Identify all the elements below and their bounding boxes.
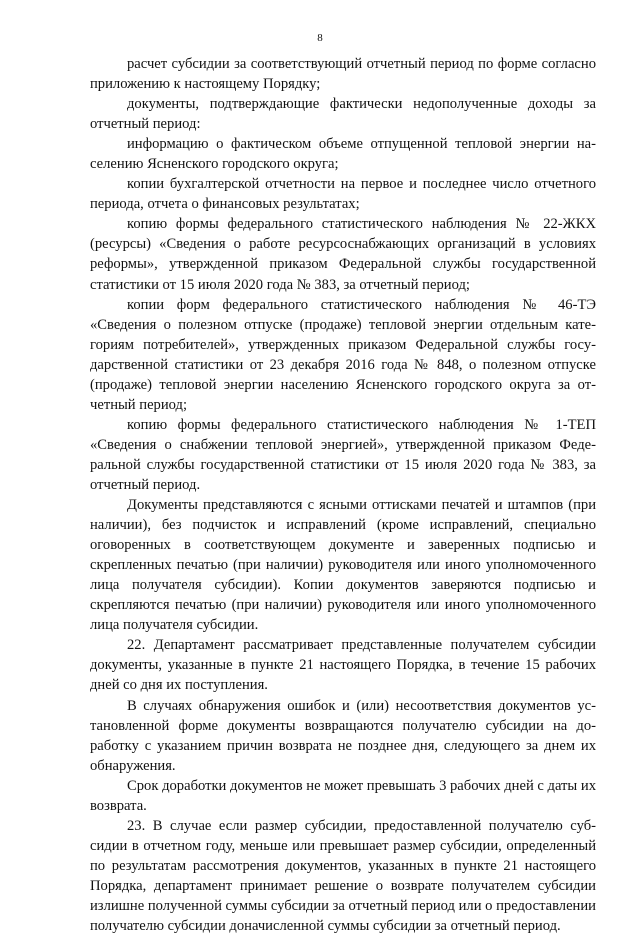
paragraph: документы, подтверждающие фактически недополученные доходы за отчетный период: — [90, 96, 596, 133]
paragraph: Срок доработки документов не может превышать 3 рабочих дней с даты их возврата. — [90, 777, 596, 814]
paragraph: В случаях обнаружения ошибок и (или) несоответствия документов установленной форме документы возвращаются получателю субсидии на доработку с указанием причин возврата не позднее дня, следующего за днем их обнаружения. — [90, 697, 596, 774]
paragraph: копии бухгалтерской отчетности на первое и последнее число отчетного периода, отчета о финансовых результатах; — [90, 176, 596, 213]
paragraph: 23. В случае если размер субсидии, предоставленной получателю субсидии в отчетном году, меньше или превышает размер субсидии, определенный по результатам рассмотрения документов, указанных в пункте 21 настоящего Порядка, департамент принимает решение о возврате получателем субсидии излишне полученной суммы субсидии за отчетный период или о предоставлении получателю субсидии доначисленной суммы субсидии за отчетный период. — [90, 817, 596, 935]
paragraph: Документы представляются с ясными оттисками печатей и штампов (при наличии), без подчисток и исправлений (кроме исправлений, специально оговоренных в соответствующем документе и заверенных подписью и скрепленных печатью (при наличии) руководителя или иного уполномоченного лица получателя субсидии). Копии документов заверяются подписью и скрепляются печатью (при наличии) руководителя или иного уполномоченного лица получателя субсидии. — [90, 497, 596, 634]
paragraph: информацию о фактическом объеме отпущенной тепловой энергии населению Ясненского городского округа; — [90, 136, 596, 173]
paragraph: 22. Департамент рассматривает представленные получателем субсидии документы, указанные в пункте 21 настоящего Порядка, в течение 15 рабочих дней со дня их поступления. — [90, 637, 596, 694]
paragraph: расчет субсидии за соответствующий отчетный период по форме согласно приложению к настоящему Порядку; — [90, 56, 596, 93]
paragraph: копию формы федерального статистического наблюдения № 22-ЖКХ (ресурсы) «Сведения о работе ресурсоснабжающих организаций в условиях реформы», утвержденной приказом Федеральной службы государственной статистики от 15 июля 2020 года № 383, за отчетный период; — [90, 216, 596, 293]
paragraph: копии форм федерального статистического наблюдения № 46-ТЭ «Сведения о полезном отпуске (продаже) тепловой энергии отдельным категориям потребителей», утвержденных приказом Федеральной службы государственной статистики от 23 декабря 2016 года № 848, о полезном отпуске (продаже) тепловой энергии населению Ясненского городского округа за отчетный период; — [90, 296, 596, 413]
page-number: 8 — [317, 32, 323, 44]
paragraph: копию формы федерального статистического наблюдения № 1-ТЕП «Сведения о снабжении тепловой энергией», утвержденной приказом Федеральной службы государственной статистики от 15 июля 2020 года № 383, за отчетный период. — [90, 416, 596, 493]
document-body — [90, 54, 596, 936]
